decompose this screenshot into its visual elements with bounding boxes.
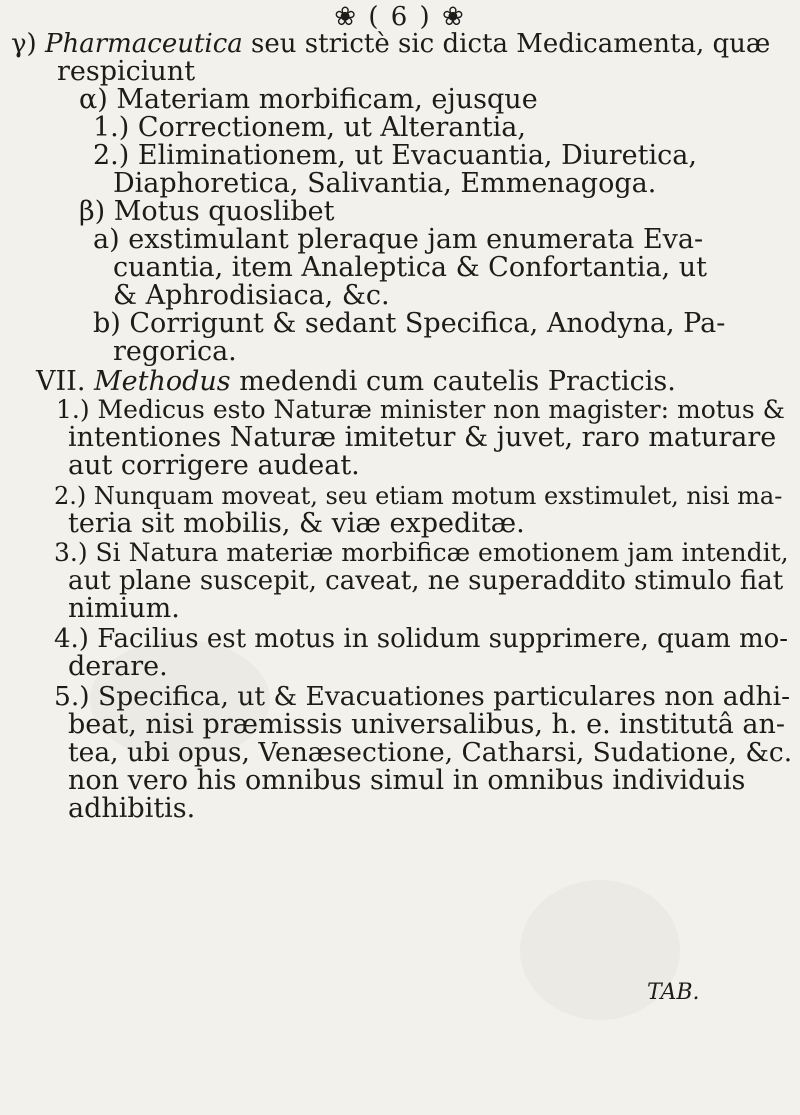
text-line: non vero his omnibus simul in omnibus individuis — [68, 765, 746, 796]
text-line: 3.) Si Natura materiæ morbificæ emotionem jam intendit, — [54, 538, 789, 567]
text-line: nimium. — [68, 593, 180, 624]
text-line: 2.) Nunquam moveat, seu etiam motum exstimulet, nisi ma- — [54, 482, 783, 510]
text-line: 1.) Medicus esto Naturæ minister non magister: motus & — [56, 395, 785, 424]
text-line: tea, ubi opus, Venæsectione, Catharsi, Sudatione, &c. — [68, 737, 793, 768]
text-line: intentiones Naturæ imitetur & juvet, raro maturare — [68, 422, 777, 453]
page-header: ❀ ( 6 ) ❀ — [334, 2, 466, 32]
text-line: aut corrigere audeat. — [68, 450, 360, 481]
text-line: cuantia, item Analeptica & Confortantia, ut — [113, 252, 707, 283]
text-line: 1.) Correctionem, ut Alterantia, — [93, 112, 526, 143]
text-line: a) exstimulant pleraque jam enumerata Eva- — [93, 224, 704, 255]
text-line: b) Corrigunt & sedant Specifica, Anodyna, Pa- — [93, 308, 726, 339]
text-line: aut plane suscepit, caveat, ne superaddito stimulo fiat — [68, 566, 784, 596]
text-line: & Aphrodisiaca, &c. — [113, 280, 390, 311]
text-line: teria sit mobilis, & viæ expeditæ. — [68, 508, 525, 539]
section-line-gamma: γ) Pharmaceutica seu strictè sic dicta Medicamenta, quæ — [11, 29, 771, 59]
text-line: regorica. — [113, 336, 237, 367]
catchword: TAB. — [647, 980, 700, 1005]
text-line: β) Motus quoslibet — [79, 196, 335, 227]
text-line: respiciunt — [57, 56, 196, 87]
text-line: adhibitis. — [68, 793, 196, 824]
text-line: Diaphoretica, Salivantia, Emmenagoga. — [113, 168, 657, 199]
text-line: 2.) Eliminationem, ut Evacuantia, Diuretica, — [93, 140, 697, 171]
text-line: derare. — [68, 651, 168, 682]
text-line: 4.) Facilius est motus in solidum supprimere, quam mo- — [54, 624, 789, 654]
section-heading-vii: VII. Methodus medendi cum cautelis Practicis. — [36, 366, 676, 397]
text-line: 5.) Specifica, ut & Evacuationes particulares non adhi- — [54, 681, 791, 712]
text-line: beat, nisi præmissis universalibus, h. e. institutâ an- — [68, 709, 785, 740]
text-line: α) Materiam morbificam, ejusque — [79, 84, 538, 115]
